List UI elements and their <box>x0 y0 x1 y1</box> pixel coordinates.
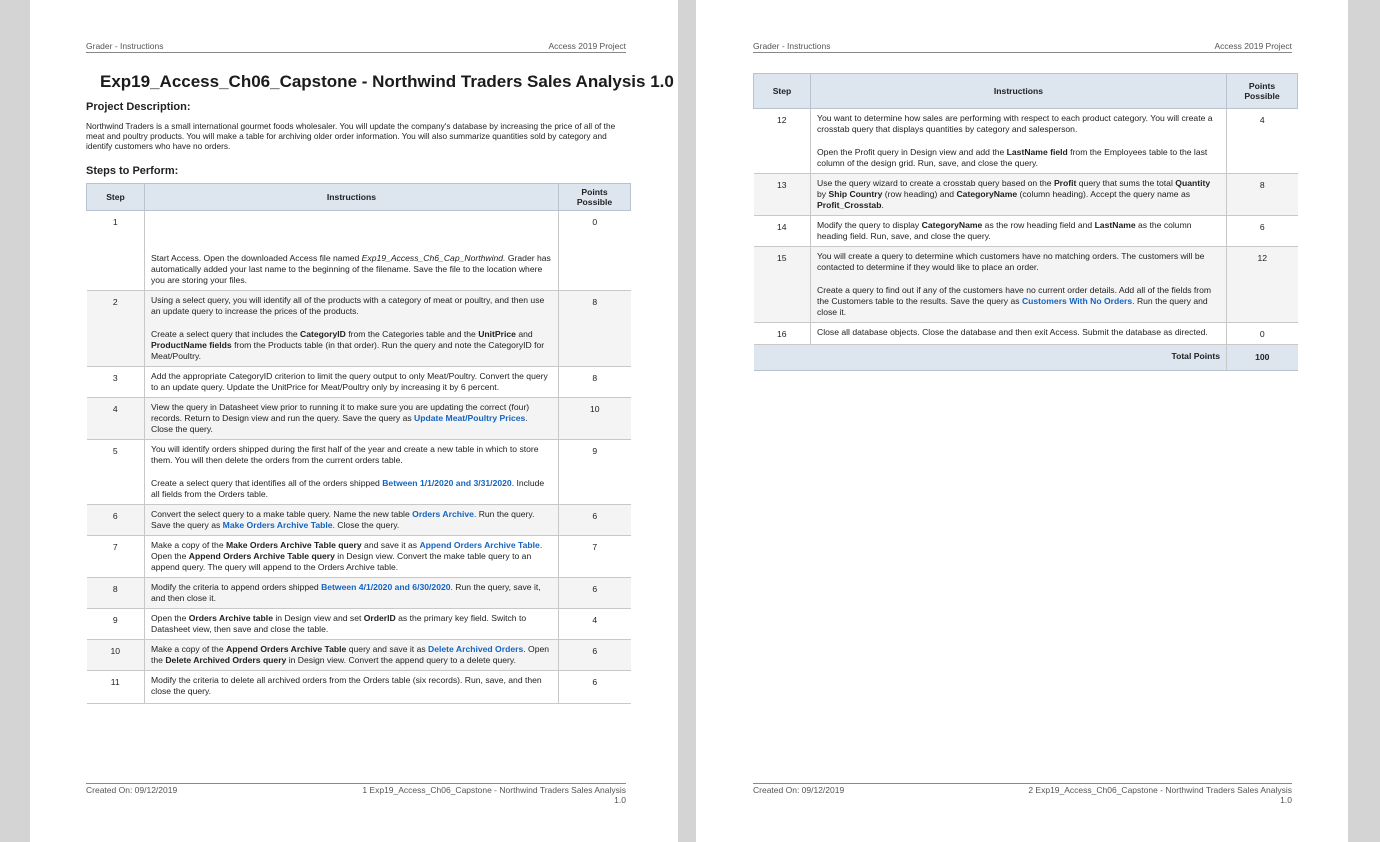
table-row <box>87 211 631 291</box>
step-instructions: You will create a query to determine which customers have no matching orders. The customers will be contacted to determine if they would like to place an order. Create a query to find out if any of the customers have no current order details. Add all of the fields from the Customers table to the results. Save the query as Customers With No Orders. Run the query and close it. <box>811 247 1227 323</box>
step-number: 1 <box>87 211 145 291</box>
step-points: 6 <box>559 671 631 704</box>
table-row <box>754 174 1298 216</box>
step-points: 0 <box>559 211 631 291</box>
step-points: 6 <box>559 505 631 536</box>
header-right: Access 2019 Project <box>548 41 626 51</box>
step-points: 6 <box>559 640 631 671</box>
table-row <box>87 398 631 440</box>
table-row <box>754 247 1298 323</box>
table-row <box>754 323 1298 345</box>
step-instructions: Close all database objects. Close the database and then exit Access. Submit the database as directed. <box>811 323 1227 345</box>
step-points: 8 <box>559 367 631 398</box>
steps-table <box>86 183 631 704</box>
step-instructions: You will identify orders shipped during the first half of the year and create a new table in which to store them. You will then delete the orders from the current orders table. Create a select query that identifies all of the orders shipped Between 1/1/2020 and 3/31/2020. Include all fields from the Orders table. <box>145 440 559 505</box>
table-row <box>754 109 1298 174</box>
step-points: 6 <box>559 578 631 609</box>
table-row <box>87 671 631 704</box>
step-instructions: View the query in Datasheet view prior to running it to make sure you are updating the correct (four) records. Return to Design view and run the query. Save the query as Update Meat/Poultry Prices. Close the query. <box>145 398 559 440</box>
step-instructions: Using a select query, you will identify all of the products with a category of meat or poultry, and then use an update query to increase the prices of the products. Create a select query that includes the CategoryID from the Categories table and the UnitPrice and ProductName fields from the Products table (in that order). Run the query and note the CategoryID for Meat/Poultry. <box>145 291 559 367</box>
table-row <box>87 440 631 505</box>
col-points-header: Points Possible <box>559 184 631 211</box>
step-instructions: Modify the query to display CategoryName as the row heading field and LastName as the column heading field. Run, save, and close the query. <box>811 216 1227 247</box>
total-points-label: Total Points <box>754 345 1227 371</box>
col-step-header: Step <box>754 74 811 109</box>
table-row <box>87 640 631 671</box>
table-row <box>87 367 631 398</box>
step-instructions: Use the query wizard to create a crosstab query based on the Profit query that sums the total Quantity by Ship Country (row heading) and CategoryName (column heading). Accept the query name as Profit_Crosstab. <box>811 174 1227 216</box>
total-points-value: 100 <box>1227 345 1298 371</box>
step-points: 12 <box>1227 247 1298 323</box>
document-page-2 <box>696 0 1348 842</box>
step-points: 8 <box>1227 174 1298 216</box>
step-instructions: Convert the select query to a make table query. Name the new table Orders Archive. Run the query. Save the query as Make Orders Archive Table. Close the query. <box>145 505 559 536</box>
table-row <box>87 536 631 578</box>
col-instructions-header: Instructions <box>811 74 1227 109</box>
col-instructions-header: Instructions <box>145 184 559 211</box>
project-description: Northwind Traders is a small international gourmet foods wholesaler. You will update the company's database by increasing the price of all of the meat and poultry products. You will make a table for archiving older order information. You will also summarize quantities sold by category and identify customers who have no orders. <box>86 121 616 151</box>
header-rule <box>753 52 1292 53</box>
step-points: 4 <box>559 609 631 640</box>
step-points: 6 <box>1227 216 1298 247</box>
table-row <box>87 505 631 536</box>
step-points: 4 <box>1227 109 1298 174</box>
step-number: 15 <box>754 247 811 323</box>
step-number: 9 <box>87 609 145 640</box>
footer-created-date: Created On: 09/12/2019 <box>86 785 178 795</box>
step-points: 0 <box>1227 323 1298 345</box>
header-left: Grader - Instructions <box>753 41 831 51</box>
step-instructions: Open the Orders Archive table in Design view and set OrderID as the primary key field. Switch to Datasheet view, then save and close the table. <box>145 609 559 640</box>
steps-heading: Steps to Perform: <box>86 165 179 177</box>
step-points: 8 <box>559 291 631 367</box>
col-step-header: Step <box>87 184 145 211</box>
step-number: 16 <box>754 323 811 345</box>
step-instructions: You want to determine how sales are performing with respect to each product category. You will create a crosstab query that displays quantities by category and salesperson. Open the Profit query in Design view and add the LastName field from the Employees table to the last column of the design grid. Run, save, and close the query. <box>811 109 1227 174</box>
header-rule <box>86 52 626 53</box>
step-number: 8 <box>87 578 145 609</box>
step-points: 9 <box>559 440 631 505</box>
steps-table-continued <box>753 73 1298 371</box>
step-number: 14 <box>754 216 811 247</box>
step-number: 4 <box>87 398 145 440</box>
step-points: 10 <box>559 398 631 440</box>
table-row <box>87 291 631 367</box>
document-title: Exp19_Access_Ch06_Capstone - Northwind Traders Sales Analysis 1.0 <box>100 72 674 91</box>
step-instructions: Make a copy of the Make Orders Archive Table query and save it as Append Orders Archive Table. Open the Append Orders Archive Table query in Design view. Convert the make table query to an append query. The query will append to the Orders Archive table. <box>145 536 559 578</box>
footer-rule <box>86 783 626 784</box>
step-number: 13 <box>754 174 811 216</box>
step-number: 7 <box>87 536 145 578</box>
header-left: Grader - Instructions <box>86 41 164 51</box>
table-header-row <box>87 184 631 211</box>
total-points-row <box>754 345 1298 371</box>
step-number: 10 <box>87 640 145 671</box>
table-header-row <box>754 74 1298 109</box>
document-page-1 <box>30 0 678 842</box>
col-points-header: Points Possible <box>1227 74 1298 109</box>
step-number: 6 <box>87 505 145 536</box>
step-instructions: Add the appropriate CategoryID criterion to limit the query output to only Meat/Poultry. Convert the query to an update query. Update the UnitPrice for Meat/Poultry only by increasing it by 6 percent. <box>145 367 559 398</box>
footer-page-info: 2 Exp19_Access_Ch06_Capstone - Northwind Traders Sales Analysis 1.0 <box>1028 785 1292 805</box>
step-number: 3 <box>87 367 145 398</box>
step-instructions: Modify the criteria to append orders shipped Between 4/1/2020 and 6/30/2020. Run the query, save it, and then close it. <box>145 578 559 609</box>
footer-created-date: Created On: 09/12/2019 <box>753 785 845 795</box>
footer-rule <box>753 783 1292 784</box>
step-number: 2 <box>87 291 145 367</box>
step-number: 12 <box>754 109 811 174</box>
table-row <box>754 216 1298 247</box>
step-number: 11 <box>87 671 145 704</box>
header-right: Access 2019 Project <box>1214 41 1292 51</box>
table-row <box>87 609 631 640</box>
step-instructions: Make a copy of the Append Orders Archive Table query and save it as Delete Archived Orders. Open the Delete Archived Orders query in Design view. Convert the append query to a delete query. <box>145 640 559 671</box>
step-number: 5 <box>87 440 145 505</box>
step-instructions: Start Access. Open the downloaded Access file named Exp19_Access_Ch6_Cap_Northwind. Grader has automatically added your last name to the beginning of the filename. Save the file to the location where you are storing your files. <box>145 211 559 291</box>
table-row <box>87 578 631 609</box>
step-points: 7 <box>559 536 631 578</box>
step-instructions: Modify the criteria to delete all archived orders from the Orders table (six records). Run, save, and then close the query. <box>145 671 559 704</box>
footer-page-info: 1 Exp19_Access_Ch06_Capstone - Northwind Traders Sales Analysis 1.0 <box>362 785 626 805</box>
project-description-heading: Project Description: <box>86 101 191 113</box>
